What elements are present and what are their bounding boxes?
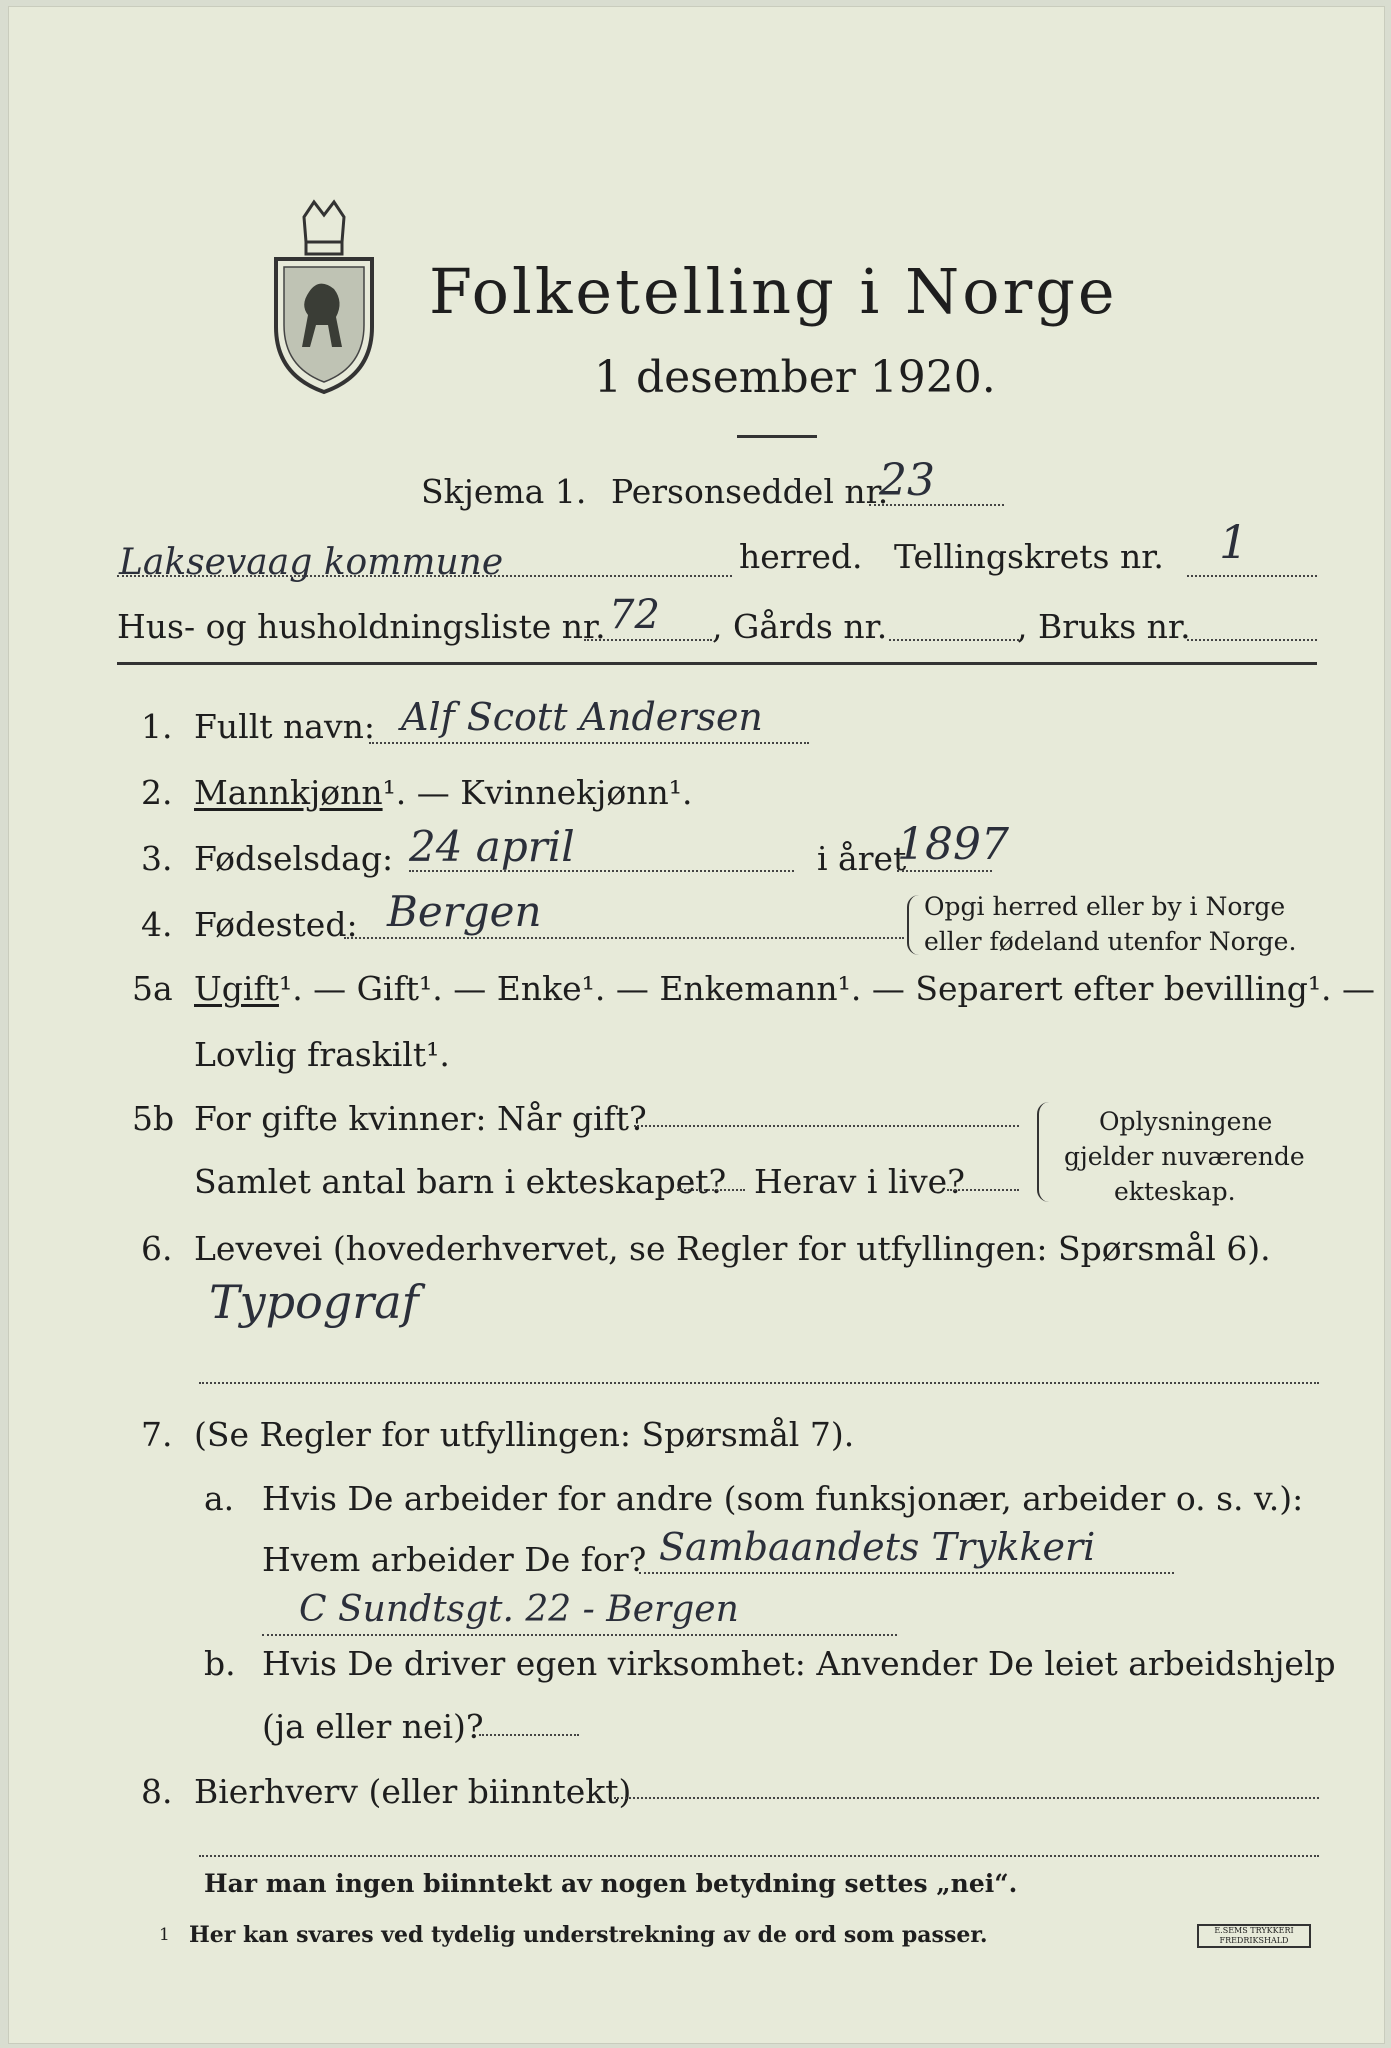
footnote-mark: 1 [159,1925,170,1945]
q7a-who-value: Sambaandets Trykkeri [659,1525,1096,1569]
q3-year-line [897,870,992,872]
header-divider [117,662,1317,665]
q8-line [614,1797,1319,1799]
q4-label: Fødested: [194,905,358,944]
q5b-note-2: gjelder nuværende [1064,1142,1305,1171]
q7a-letter: a. [204,1479,235,1518]
tellingskrets-line [1187,575,1317,577]
q3-line [409,870,794,872]
q6-label: Levevei (hovederhvervet, se Regler for utfyllingen: Spørsmål 6). [194,1229,1271,1268]
q5b-line1 [634,1125,1019,1127]
q6-line [199,1382,1319,1384]
personseddel-label: Personseddel nr. [611,472,889,511]
q5b-note-3: ekteskap. [1114,1177,1236,1206]
title-divider [737,435,817,438]
herred-label: herred. [739,537,863,576]
q2-male-option: Mannkjønn [194,773,383,812]
tellingskrets-value: 1 [1219,515,1249,569]
q7b-label: Hvis De driver egen virksomhet: Anvender De leiet arbeidshjelp [262,1644,1336,1683]
hus-value: 72 [609,592,660,638]
q1-line [369,742,809,744]
q5b-note-1: Oplysningene [1099,1107,1273,1136]
q5b-label3: Herav i live? [754,1162,965,1201]
footer-note: Har man ingen biinntekt av nogen betydning settes „nei“. [204,1869,1018,1898]
q7-number: 7. [141,1415,173,1454]
q6-value: Typograf [209,1275,419,1329]
q4-note-1: Opgi herred eller by i Norge [924,892,1286,921]
q5a-number: 5a [132,969,173,1008]
q5b-line3 [947,1189,1019,1191]
q7b-label2: (ja eller nei)? [262,1707,484,1746]
q7-label: (Se Regler for utfyllingen: Spørsmål 7). [194,1415,855,1454]
coat-of-arms-icon [264,197,384,397]
q1-value: Alf Scott Andersen [401,695,763,739]
hus-label: Hus- og husholdningsliste nr. [117,607,606,646]
q5b-line2 [677,1189,745,1191]
bruks-line [1187,639,1317,641]
gards-label: , Gårds nr. [712,607,888,646]
q7a-who-line [639,1572,1174,1574]
q7b-line [479,1734,579,1736]
q5a-other-options: ¹. — Gift¹. — Enke¹. — Enkemann¹. — Separert efter bevilling¹. — [278,969,1376,1008]
q5a-ugift-option: Ugift [194,969,279,1008]
census-date: 1 desember 1920. [594,352,996,403]
q4-note-2: eller fødeland utenfor Norge. [924,927,1297,956]
q8-label: Bierhverv (eller biinntekt) [194,1772,632,1811]
q8-number: 8. [141,1772,173,1811]
q3-year-label: i året [817,839,907,878]
q7b-letter: b. [204,1644,236,1683]
q6-number: 6. [141,1229,173,1268]
census-form [8,6,1385,2044]
q4-value: Bergen [387,887,542,936]
printer-stamp: E.SEMS TRYKKERI FREDRIKSHALD [1197,1924,1311,1948]
q5b-brace [1037,1102,1051,1202]
herred-line [117,575,732,577]
q5b-label2: Samlet antal barn i ekteskapet? [194,1162,727,1201]
tellingskrets-label: Tellingskrets nr. [894,537,1164,576]
q5b-number: 5b [132,1099,175,1138]
q5b-label1: For gifte kvinner: Når gift? [194,1099,647,1138]
q2-other-options: ¹. — Kvinnekjønn¹. [382,773,693,812]
skjema-label: Skjema 1. [421,472,587,511]
q3-year-value: 1897 [897,819,1009,870]
personseddel-value: 23 [879,455,935,506]
gards-line [889,639,1019,641]
bruks-label: , Bruks nr. [1017,607,1191,646]
q4-number: 4. [141,905,173,944]
q7a-address-line [262,1634,897,1636]
q7a-who-label: Hvem arbeider De for? [262,1540,647,1579]
q5a-line2: Lovlig fraskilt¹. [194,1035,450,1074]
personseddel-line [869,504,1004,506]
q2-options [194,773,693,812]
q1-number: 1. [141,707,173,746]
q2-number: 2. [141,773,173,812]
q3-value: 24 april [409,822,575,871]
q3-number: 3. [141,839,173,878]
herred-value: Laksevaag kommune [119,542,504,583]
q5a-options [194,969,1375,1008]
q4-line [344,937,904,939]
footnote-text: Her kan svares ved tydelig understrekning av de ord som passer. [189,1922,988,1948]
q3-label: Fødselsdag: [194,839,394,878]
q7a-label: Hvis De arbeider for andre (som funksjonær, arbeider o. s. v.): [262,1479,1304,1518]
form-title: Folketelling i Norge [429,255,1118,328]
q4-brace [907,895,919,955]
q1-label: Fullt navn: [194,707,375,746]
hus-line [584,639,712,641]
q7a-address-value: C Sundtsgt. 22 - Bergen [299,1589,739,1630]
q8-line2 [199,1855,1319,1857]
